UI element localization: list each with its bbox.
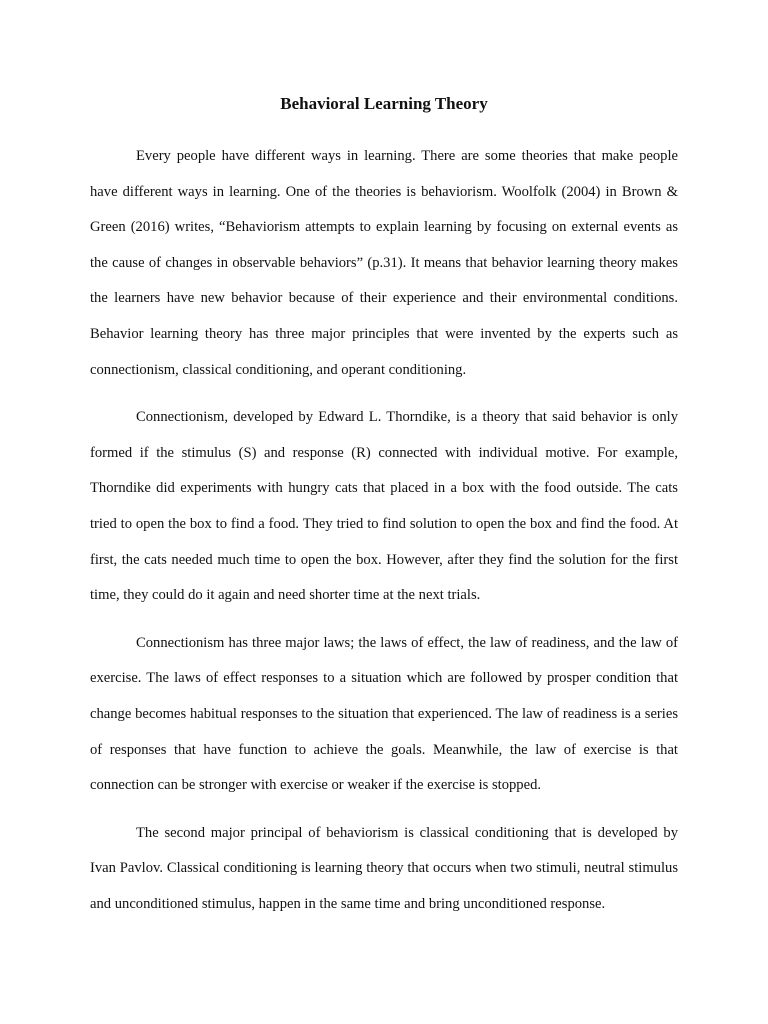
paragraph-connectionism: Connectionism, developed by Edward L. Thorndike, is a theory that said behavior is only formed if the stimulus (S) and response (R) connected with individual motive. For example, Thorndike did experiments with hungry cats that placed in a box with the food outside. The cats tried to open the box to find a food. They tried to find solution to open the box and find the food. At first, the cats needed much time to open the box. However, after they find the solution for the first time, they could do it again and need shorter time at the next trials.: [90, 409, 678, 604]
document-body: [90, 139, 678, 934]
paragraph-classical-conditioning: The second major principal of behaviorism is classical conditioning that is developed by Ivan Pavlov. Classical conditioning is learning theory that occurs when two stimuli, neutral stimulus and unconditioned stimulus, happen in the same time and bring unconditioned response.: [90, 824, 678, 912]
document-title: Behavioral Learning Theory: [280, 94, 488, 113]
paragraph-laws: Connectionism has three major laws; the laws of effect, the law of readiness, and the law of exercise. The laws of effect responses to a situation which are followed by prosper condition that change becomes habitual responses to the situation that experienced. The law of readiness is a series of responses that have function to achieve the goals. Meanwhile, the law of exercise is that connection can be stronger with exercise or weaker if the exercise is stopped.: [90, 634, 678, 794]
paragraph-intro: Every people have different ways in learning. There are some theories that make people have different ways in learning. One of the theories is behaviorism. Woolfolk (2004) in Brown & Green (2016) writes, “Behaviorism attempts to explain learning by focusing on external events as the cause of changes in observable behaviors” (p.31). It means that behavior learning theory makes the learners have new behavior because of their experience and their environmental conditions. Behavior learning theory has three major principles that were invented by the experts such as connectionism, classical conditioning, and operant conditioning.: [90, 148, 678, 378]
